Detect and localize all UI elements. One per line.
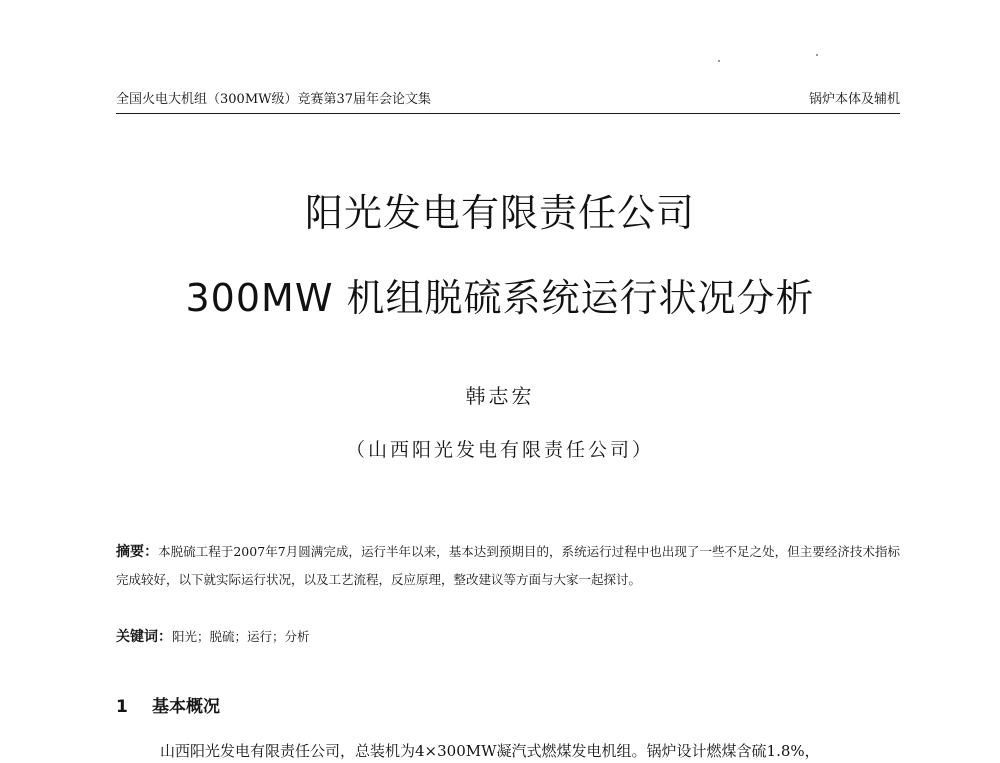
keywords-label: 关键词： <box>116 629 172 645</box>
keywords <box>116 625 900 649</box>
running-header <box>116 90 900 110</box>
section-number: 1 <box>116 697 128 717</box>
abstract-label: 摘要： <box>116 544 159 560</box>
section-title: 基本概况 <box>152 697 220 717</box>
scan-speck <box>816 54 818 56</box>
abstract-text: 本脱硫工程于2007年7月圆满完成，运行半年以来，基本达到预期目的，系统运行过程中也出现了一些不足之处，但主要经济技术指标完成较好，以下就实际运行状况，以及工艺流程，反应原理，整改建议等方面与大家一起探讨。 <box>116 544 900 587</box>
section-heading <box>116 695 220 719</box>
author-name: 韩志宏 <box>465 384 535 408</box>
author-affiliation: （山西阳光发电有限责任公司） <box>345 439 654 461</box>
keywords-text: 阳光；脱硫；运行；分析 <box>172 629 310 644</box>
body-paragraph: 山西阳光发电有限责任公司，总装机为4×300MW凝汽式燃煤发电机组。锅炉设计燃煤含硫1.8%， <box>160 742 820 760</box>
paper-title-line-1: 阳光发电有限责任公司 <box>304 191 695 235</box>
abstract <box>116 538 900 594</box>
header-rule <box>116 113 900 114</box>
running-header-proceedings: 全国火电大机组（300MW级）竞赛第37届年会论文集 <box>116 92 432 107</box>
scan-speck <box>718 60 720 62</box>
running-header-section: 锅炉本体及辅机 <box>808 92 900 107</box>
paper-title-line-2: 300MW 机组脱硫系统运行状况分析 <box>185 276 815 320</box>
